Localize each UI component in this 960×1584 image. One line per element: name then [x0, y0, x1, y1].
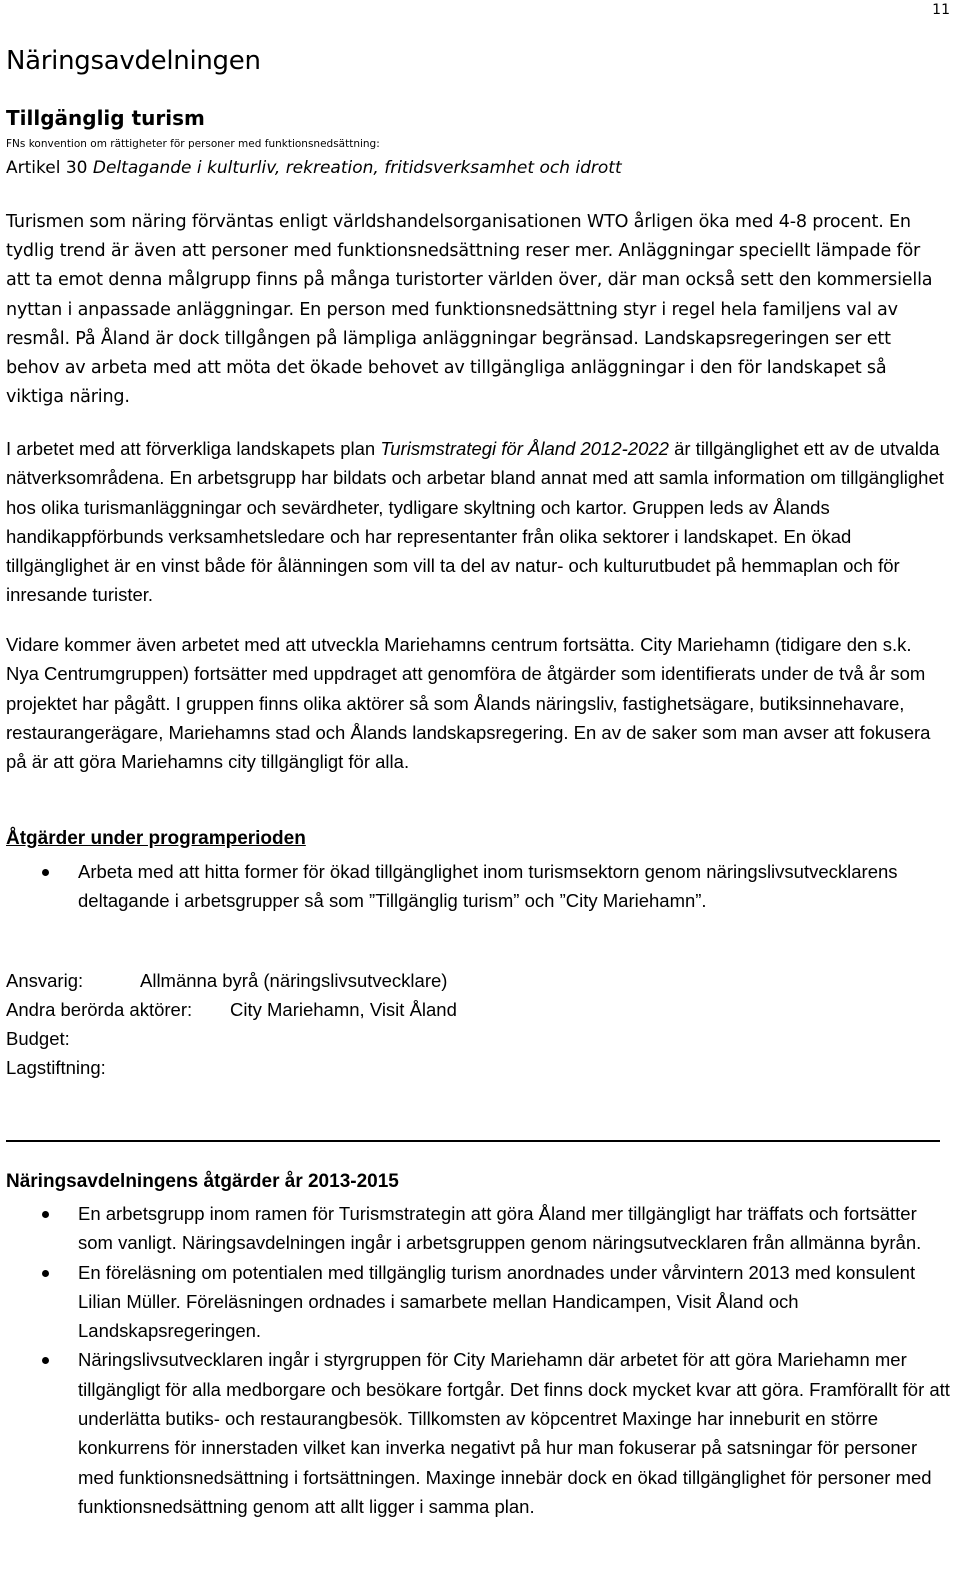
- convention-label: FNs konvention om rättigheter för personer med funktionsnedsättning:: [6, 138, 380, 150]
- bullet-icon: [42, 1357, 49, 1364]
- section-divider: [6, 1140, 940, 1142]
- section-title: Tillgänglig turism: [6, 106, 205, 130]
- list-item-text: Arbeta med att hitta former för ökad tillgänglighet inom turismsektorn genom näringslivsutvecklarens deltagande i arbetsgrupper så som ”Tillgänglig turism” och ”City Mariehamn”.: [78, 861, 898, 912]
- measures-list: [6, 857, 906, 916]
- legislation-label: Lagstiftning:: [6, 1057, 106, 1078]
- others-row: [6, 999, 457, 1021]
- legislation-row: [6, 1057, 106, 1079]
- paragraph2-after: är tillgänglighet ett av de utvalda nätverksområdena. En arbetsgrupp har bildats och arbetar bland annat med att samla information om tillgänglighet hos olika turismanläggningar och sevärdheter, tydligare skyltning och kartor. Gruppen leds av Ålands handikappförbunds verksamhetsledare och har representanter från olika sektorer i landskapet. En ökad tillgänglighet är en vinst både för ålänningen som vill ta del av natur- och kulturutbudet på hemmaplan och för inresande turister.: [6, 438, 944, 606]
- others-value: City Mariehamn, Visit Åland: [230, 999, 457, 1020]
- actions-list: [6, 1199, 952, 1521]
- list-item: [6, 1345, 952, 1521]
- bullet-icon: [42, 869, 49, 876]
- list-item-text: En arbetsgrupp inom ramen för Turismstrategin att göra Åland mer tillgängligt har träffats och fortsätter som vanligt. Näringsavdelningen ingår i arbetsgruppen genom näringsutvecklaren från allmänna byrån.: [78, 1203, 922, 1254]
- paragraph2-before: I arbetet med att förverkliga landskapets plan: [6, 438, 381, 459]
- strategy-title: Turismstrategi för Åland 2012-2022: [380, 438, 669, 459]
- budget-label: Budget:: [6, 1028, 70, 1049]
- paragraph-tourism-strategy: [6, 434, 952, 610]
- article-prefix: Artikel 30: [6, 158, 93, 178]
- page-number: 11: [932, 2, 950, 18]
- list-item: [6, 1199, 952, 1258]
- list-item: [6, 857, 906, 916]
- responsible-value: Allmänna byrå (näringslivsutvecklare): [140, 970, 448, 991]
- paragraph-tourism-growth: Turismen som näring förväntas enligt världshandelsorganisationen WTO årligen öka med 4-8 procent. En tydlig trend är även att personer med funktionsnedsättning reser mer. Anläggningar speciellt lämpade för att ta emot denna målgrupp finns på många turistorter världen över, där man också sett den kommersiella nyttan i anpassade anläggningar. En person med funktionsnedsättning styr i regel hela familjens val av resmål. På Åland är dock tillgången på lämpliga anläggningar begränsad. Landskapsregeringen ser ett behov av arbeta med att möta det ökade behovet av tillgängliga anläggningar i den för landskapet så viktiga näring.: [6, 212, 933, 408]
- actions-heading: Näringsavdelningens åtgärder år 2013-2015: [6, 1171, 399, 1192]
- department-title: Näringsavdelningen: [6, 46, 261, 76]
- article-title: Deltagande i kulturliv, rekreation, fritidsverksamhet och idrott: [92, 158, 622, 178]
- list-item-text: En föreläsning om potentialen med tillgänglig turism anordnades under vårvintern 2013 med konsulent Lilian Müller. Föreläsningen ordnades i samarbete mellan Handicampen, Visit Åland och Landskapsregeringen.: [78, 1261, 916, 1342]
- list-item: [6, 1258, 952, 1346]
- others-label: Andra berörda aktörer:: [6, 999, 193, 1020]
- bullet-icon: [42, 1270, 49, 1277]
- bullet-icon: [42, 1211, 49, 1218]
- measures-heading: Åtgärder under programperioden: [6, 828, 306, 849]
- budget-row: [6, 1028, 70, 1050]
- article-line: [6, 158, 622, 178]
- responsible-row: [6, 970, 447, 992]
- responsible-label: Ansvarig:: [6, 970, 84, 991]
- paragraph-city-mariehamn: Vidare kommer även arbetet med att utveckla Mariehamns centrum fortsätta. City Mariehamn (tidigare den s.k. Nya Centrumgruppen) fortsätter med uppdraget att genomföra de åtgärder som identifierats under de två år som projektet har pågått. I gruppen finns olika aktörer så som Ålands näringsliv, fastighetsägare, butiksinnehavare, restaurangerägare, Mariehamns stad och Ålands landskapsregering. En av de saker som man avser att fokusera på är att göra Mariehamns city tillgängligt för alla.: [6, 634, 931, 773]
- list-item-text: Näringslivsutvecklaren ingår i styrgruppen för City Mariehamn där arbetet för att göra Mariehamn mer tillgängligt för alla medborgare och besökare fortgår. Det finns dock mycket kvar att göra. Framförallt för att underlätta butiks- och restaurangbesök. Tillkomsten av köpcentret Maxinge har inneburit en större konkurrens för innerstaden vilket kan inverka negativt på hur man fokuserar på satsningar för personer med funktionsnedsättning i fortsättningen. Maxinge innebär dock en ökad tillgänglighet för personer med funktionsnedsättning genom att allt ligger i samma plan.: [78, 1349, 950, 1517]
